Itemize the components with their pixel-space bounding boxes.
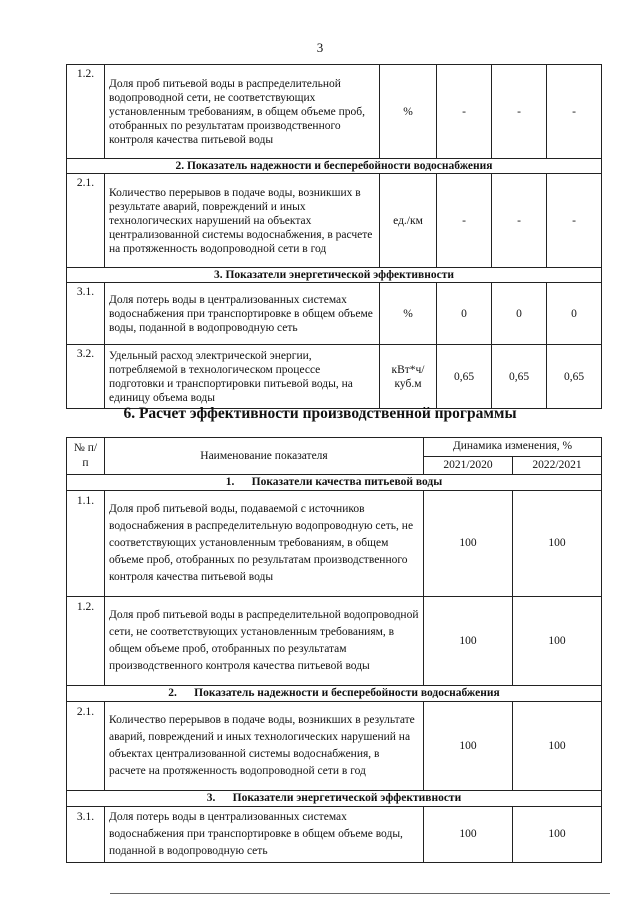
section-title: 2. Показатель надежности и бесперебойности водоснабжения: [67, 686, 602, 702]
bottom-divider: [110, 893, 610, 894]
section-title: 1. Показатели качества питьевой воды: [67, 475, 602, 491]
indicators-table: [66, 64, 602, 409]
section-title: 3. Показатели энергетической эффективности: [67, 791, 602, 807]
section-row: [67, 686, 602, 702]
page-number: 3: [316, 40, 324, 55]
table-row: [67, 174, 602, 268]
row-name: Количество перерывов в подаче воды, возникших в результате аварий, повреждений и иных технологических нарушений на объектах централизованной системы водоснабжения, в расчете на протяженность водопроводной сети в год: [105, 702, 424, 791]
row-value: 100: [513, 491, 602, 597]
table-row: [67, 283, 602, 345]
section-row: [67, 791, 602, 807]
row-number: 1.2.: [67, 65, 105, 159]
row-number: 1.2.: [67, 597, 105, 686]
row-value: -: [437, 65, 492, 159]
row-value: 0: [437, 283, 492, 345]
table-row: [67, 345, 602, 409]
row-value: 100: [513, 807, 602, 863]
header-col-2021: 2021/2020: [424, 456, 513, 475]
row-name: Удельный расход электрической энергии, потребляемой в технологическом процессе подготовки и транспортировки питьевой воды, на единицу объема воды: [105, 345, 380, 409]
section-title: 3. Показатели энергетической эффективности: [67, 268, 602, 283]
table-row: [67, 491, 602, 597]
row-name: Количество перерывов в подаче воды, возникших в результате аварий, повреждений и иных технологических нарушений на объектах централизованной системы водоснабжения, в расчете на протяженность водопроводной сети в год: [105, 174, 380, 268]
row-value: 0: [547, 283, 602, 345]
row-number: 1.1.: [67, 491, 105, 597]
row-name: Доля потерь воды в централизованных системах водоснабжения при транспортировке в общем объеме воды, поданной в водопроводную сеть: [105, 283, 380, 345]
row-value: -: [547, 65, 602, 159]
table-row: [67, 702, 602, 791]
table-header-row: [67, 438, 602, 457]
row-value: -: [492, 174, 547, 268]
row-name: Доля проб питьевой воды, подаваемой с источников водоснабжения в распределительную водопроводную сеть, не соответствующих установленным требованиям, в общем объеме проб, отобранных по результатам производственного контроля качества питьевой воды: [105, 491, 424, 597]
row-unit: кВт*ч/ куб.м: [380, 345, 437, 409]
row-name: Доля проб питьевой воды в распределительной водопроводной сети, не соответствующих установленным требованиям, в общем объеме проб, отобранных по результатам производственного контроля качества питьевой воды: [105, 65, 380, 159]
row-number: 2.1.: [67, 174, 105, 268]
header-col-2022: 2022/2021: [513, 456, 602, 475]
row-value: 100: [424, 491, 513, 597]
row-number: 3.2.: [67, 345, 105, 409]
section-title: 2. Показатель надежности и бесперебойности водоснабжения: [67, 159, 602, 174]
row-unit: %: [380, 283, 437, 345]
row-value: 0,65: [437, 345, 492, 409]
section-row: [67, 475, 602, 491]
row-unit: %: [380, 65, 437, 159]
section-row: [67, 268, 602, 283]
row-unit: ед./км: [380, 174, 437, 268]
section-heading: 6. Расчет эффективности производственной программы: [123, 405, 517, 422]
row-value: 100: [424, 597, 513, 686]
table-row: [67, 807, 602, 863]
row-value: 0: [492, 283, 547, 345]
efficiency-table: [66, 437, 602, 863]
row-value: -: [437, 174, 492, 268]
row-value: 0,65: [547, 345, 602, 409]
row-value: 100: [424, 702, 513, 791]
header-name: Наименование показателя: [105, 438, 424, 475]
row-number: 3.1.: [67, 807, 105, 863]
row-name: Доля потерь воды в централизованных системах водоснабжения при транспортировке в общем объеме воды, поданной в водопроводную сеть: [105, 807, 424, 863]
row-name: Доля проб питьевой воды в распределительной водопроводной сети, не соответствующих установленным требованиям, в общем объеме проб, отобранных по результатам производственного контроля качества питьевой воды: [105, 597, 424, 686]
row-value: -: [547, 174, 602, 268]
row-number: 2.1.: [67, 702, 105, 791]
row-value: 100: [424, 807, 513, 863]
row-value: 0,65: [492, 345, 547, 409]
row-value: 100: [513, 702, 602, 791]
row-number: 3.1.: [67, 283, 105, 345]
section-row: [67, 159, 602, 174]
table-row: [67, 597, 602, 686]
row-value: 100: [513, 597, 602, 686]
header-dynamics: Динамика изменения, %: [424, 438, 602, 457]
header-num: № п/п: [67, 438, 105, 475]
row-value: -: [492, 65, 547, 159]
table-row: [67, 65, 602, 159]
